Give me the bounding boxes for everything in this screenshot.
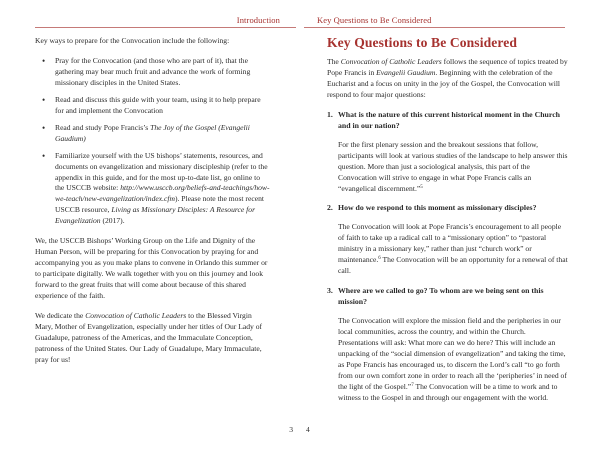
- running-head-left: Introduction: [236, 15, 280, 25]
- list-item: [42, 55, 271, 89]
- bullet-icon: •: [42, 122, 46, 133]
- list-item-text: Read and discuss this guide with your team, using it to help prepare for and implement the Convocation: [55, 94, 261, 115]
- answer-2: [327, 222, 568, 277]
- list-item: [42, 122, 271, 145]
- document-title: Evangelii Gaudium: [376, 67, 436, 77]
- list-item-text: ). Please note the most recent USCCB resource,: [55, 194, 264, 215]
- list-item-text: Pray for the Convocation (and those who are part of it), that the gathering may bear much fruit and advance the work of forming missionary disciples in the United States.: [55, 55, 251, 87]
- question-number: 1.: [327, 109, 333, 119]
- question-text: How do we respond to this moment as missionary disciples?: [338, 203, 537, 213]
- resource-title: Living as Missionary Disciples: A Resource for Evangelization: [55, 205, 256, 226]
- convocation-title: Convocation of Catholic Leaders: [340, 57, 442, 66]
- page-number-left: 3: [289, 425, 293, 434]
- running-head-right: Key Questions to Be Considered: [317, 15, 432, 25]
- bullet-icon: •: [42, 150, 46, 161]
- book-title: The Joy of the Gospel (Evangelii Gaudium): [55, 122, 250, 143]
- usccb-url: http://www.usccb.org/beliefs-and-teachings/how-we-teach/new-evangelization/index.cfm: [55, 183, 270, 204]
- footnote-ref: 7: [411, 382, 414, 388]
- dedication-text: We dedicate the: [35, 311, 86, 321]
- answer-text: The Convocation will look at Pope Francis’s encouragement to all people of faith to take up a radical call to a “missionary option” to “pastoral ministry in a missionary key,” rather than just “church work” or maintenance.: [338, 222, 562, 265]
- question-text: Where are we called to go? To whom are we being sent on this mission?: [338, 286, 544, 307]
- list-item-text: Familiarize yourself with the US bishops’ statements, resources, and documents on evangelization and missionary discipleship (refer to the appendix in this guide, and for the most up-to-date list, go online to the USCCB website:: [55, 150, 268, 193]
- convocation-title: Convocation of Catholic Leaders: [85, 311, 187, 321]
- preparation-list: [35, 56, 271, 227]
- question-number: 3.: [327, 286, 333, 296]
- question-1: [327, 110, 568, 132]
- lead-text: follows the sequence of topics treated by Pope Francis in: [327, 57, 568, 77]
- list-item: [42, 94, 271, 117]
- answer-text: The Convocation will be an opportunity for a renewal of that call.: [338, 255, 568, 276]
- answer-text: For the first plenary session and the breakout sessions that follow, participants will look at various studies of the landscape to help answer this question. More than just a sociological analysis, this part of the Convocation will strive to engage in what Pope Francis calls an “evangelical discernment.”: [338, 139, 568, 193]
- working-group-paragraph: We, the USCCB Bishops’ Working Group on the Life and Dignity of the Human Person, will be preparing for this Convocation by praying for and accompanying you as you make plans to convene in Orlando this summer or to participate digitally. We walk together with you on this journey and look forward to the great fruits that will come about because of this shared experience of the faith.: [35, 236, 268, 301]
- header-rule-right: [304, 27, 565, 28]
- header-rule-left: [35, 27, 296, 28]
- page-number-right: 4: [306, 425, 310, 434]
- list-item-text: Read and study Pope Francis’s: [55, 122, 151, 132]
- lead-text: . Beginning with the celebration of the Eucharist and a focus on unity in the joy of the Gospel, the Convocation will respond to four major questions:: [327, 67, 561, 99]
- answer-text: The Convocation will explore the mission field and the peripheries in our local communities, across the country, and within the Church. Presentations will ask: What more can we do here? This will include an unpacking of the “social dimension of evangelization” and taking the time, as Pope Francis has encouraged us, to discern the Lord’s call “to go forth from our own comfort zone in order to reach all the ‘peripheries’ in need of the light of the Gospel.”: [338, 316, 567, 391]
- list-item-text: (2017).: [100, 216, 125, 226]
- right-page: [300, 0, 600, 450]
- left-page-body: [35, 35, 271, 366]
- question-number: 2.: [327, 203, 333, 213]
- footnote-ref: 6: [378, 256, 381, 262]
- dedication-paragraph: [35, 311, 271, 366]
- answer-3: [327, 316, 568, 404]
- question-2: [327, 203, 568, 214]
- intro-line: Key ways to prepare for the Convocation include the following:: [35, 36, 230, 45]
- list-item: [42, 150, 271, 228]
- dedication-text: to the Blessed Virgin Mary, Mother of Evangelization, especially under her titles of Our Lady of Guadalupe, patroness of the Americas, and the Immaculate Conception, patroness of the United States. Our Lady of Guadalupe, Mary Immaculate, pray for us!: [35, 311, 263, 364]
- lead-text: The: [327, 57, 341, 66]
- right-page-body: [327, 35, 568, 404]
- bullet-icon: •: [42, 55, 46, 66]
- answer-text: The Convocation will be a time to work and to witness to the Gospel in and through our engagement with the world.: [338, 381, 558, 402]
- question-3: [327, 286, 568, 308]
- section-heading: Key Questions to Be Considered: [327, 35, 518, 50]
- footnote-ref: 5: [420, 184, 423, 190]
- lead-paragraph: [327, 57, 568, 101]
- question-text: What is the nature of this current historical moment in the Church and in our nation?: [338, 109, 560, 130]
- bullet-icon: •: [42, 94, 46, 105]
- answer-1: [327, 140, 568, 195]
